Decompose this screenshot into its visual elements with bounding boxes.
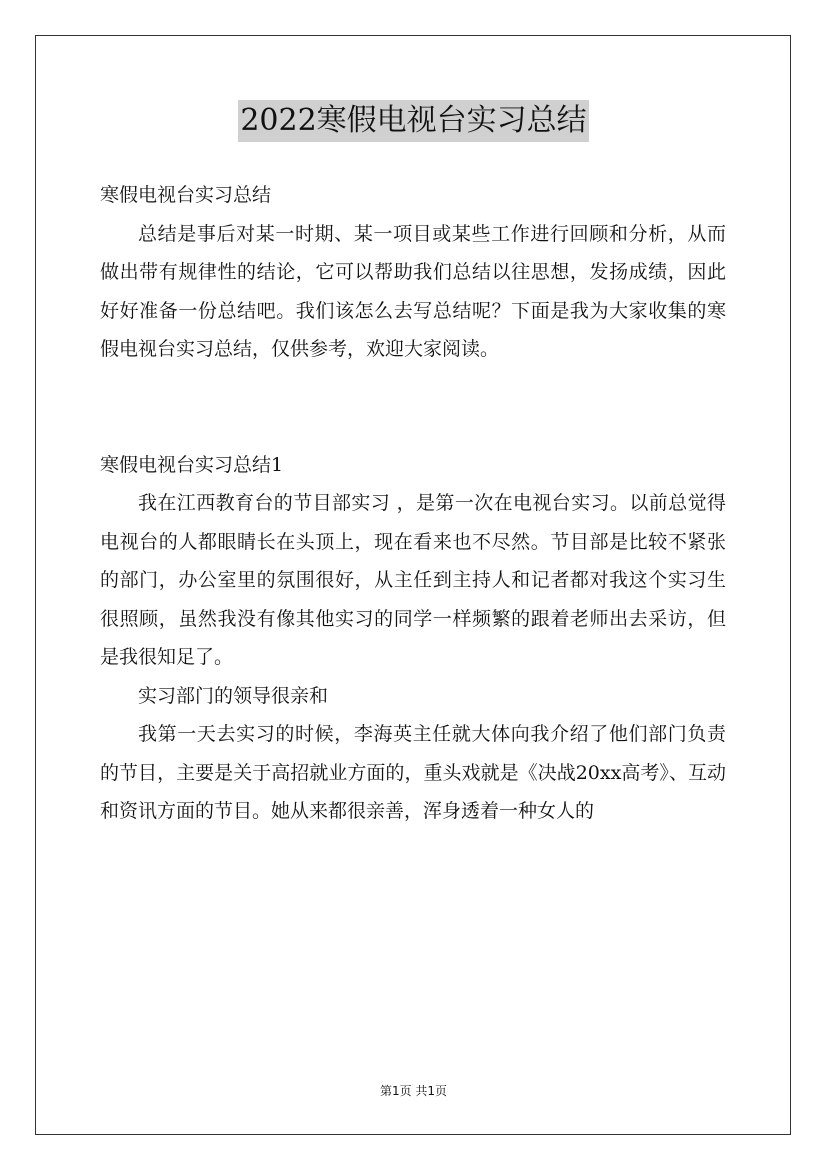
document-body — [100, 176, 726, 831]
section-gap — [100, 369, 726, 446]
page-footer: 第1页 共1页 — [379, 1084, 448, 1098]
section-heading-main: 寒假电视台实习总结 — [100, 184, 272, 206]
body-paragraph-1: 我在江西教育台的节目部实习 ，是第一次在电视台实习。以前总觉得电视台的人都眼睛长在头顶上，现在看来也不尽然。节目部是比较不紧张的部门，办公室里的氛围很好，从主任到主持人和记者都对我这个实习生很照顾，虽然我没有像其他实习的同学一样频繁的跟着老师出去采访，但是我很知足了。 — [100, 492, 726, 668]
subheading-paragraph: 实习部门的领导很亲和 — [138, 684, 329, 707]
intro-paragraph: 总结是事后对某一时期、某一项目或某些工作进行回顾和分析，从而做出带有规律性的结论，它可以帮助我们总结以往思想，发扬成绩，因此好好准备一份总结吧。我们该怎么去写总结呢？下面是我为大家收集的寒假电视台实习总结，仅供参考，欢迎大家阅读。 — [100, 222, 726, 360]
document-title: 2022寒假电视台实习总结 — [238, 100, 588, 142]
section-heading-1: 寒假电视台实习总结1 — [100, 453, 284, 476]
body-paragraph-2: 我第一天去实习的时候，李海英主任就大体向我介绍了他们部门负责的节目，主要是关于高招就业方面的，重头戏就是《决战20xx高考》、互动和资讯方面的节目。她从来都很亲善，浑身透着一种女人的 — [100, 723, 726, 822]
title-container — [0, 100, 827, 142]
